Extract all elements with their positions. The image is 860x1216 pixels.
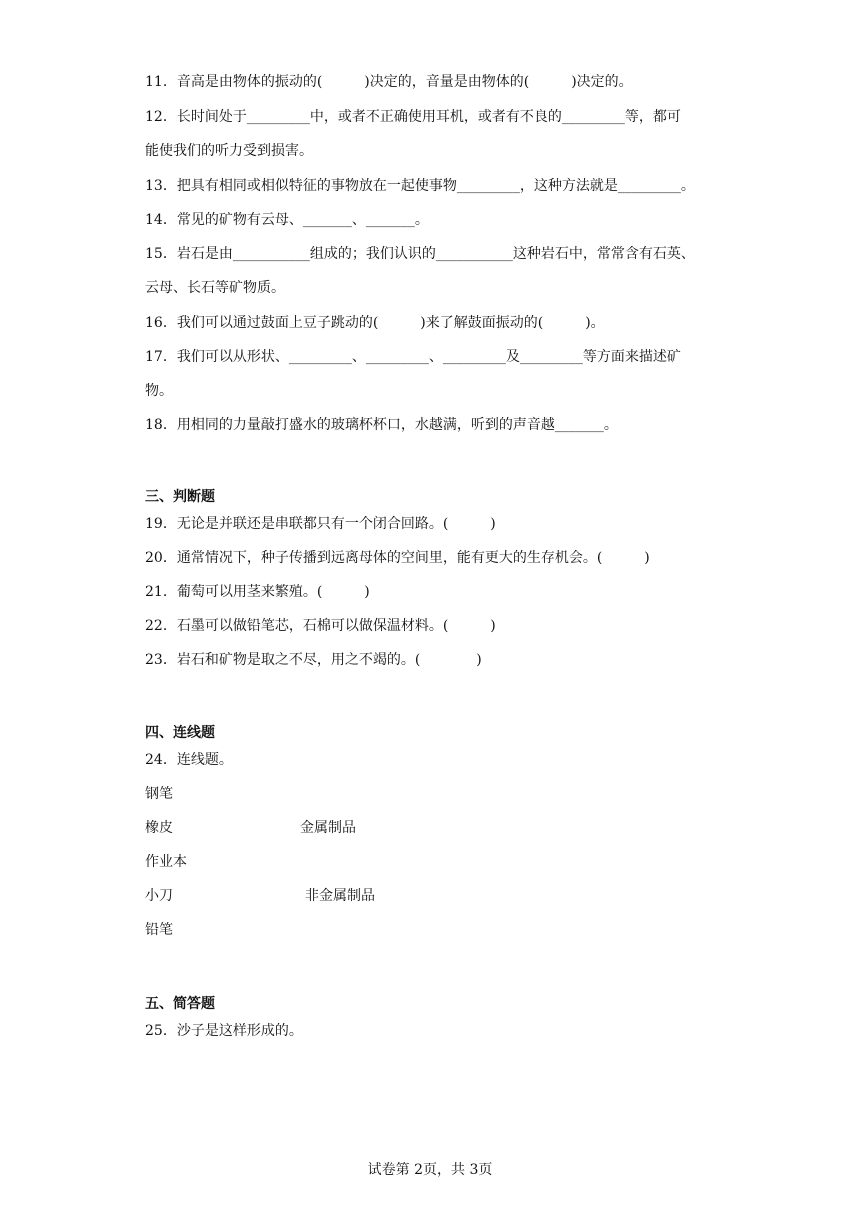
question-22: 22．石墨可以做铅笔芯，石棉可以做保温材料。( )	[145, 618, 496, 634]
question-25: 25．沙子是这样形成的。	[145, 1023, 303, 1039]
question-19: 19．无论是并联还是串联都只有一个闭合回路。( )	[145, 516, 496, 532]
question-11: 11．音高是由物体的振动的( )决定的，音量是由物体的( )决定的。	[145, 74, 633, 90]
question-13: 13．把具有相同或相似特征的事物放在一起使事物_________，这种方法就是_________。	[145, 178, 695, 194]
question-23: 23．岩石和矿物是取之不尽，用之不竭的。( )	[145, 652, 482, 668]
question-20: 20．通常情况下，种子传播到远离母体的空间里，能有更大的生存机会。( )	[145, 550, 650, 566]
question-18: 18．用相同的力量敲打盛水的玻璃杯杯口，水越满，听到的声音越_______。	[145, 417, 618, 433]
question-14: 14．常见的矿物有云母、_______、_______。	[145, 212, 429, 228]
question-17-line2: 物。	[145, 383, 173, 399]
match-right-item: 金属制品	[300, 820, 356, 836]
question-12-line1: 12．长时间处于_________中，或者不正确使用耳机，或者有不良的_________等，都可	[145, 109, 681, 125]
question-24: 24．连线题。	[145, 752, 233, 768]
question-17-line1: 17．我们可以从形状、_________、_________、_________及_________等方面来描述矿	[145, 349, 681, 365]
section-title-matching: 四、连线题	[145, 725, 215, 741]
match-left-item: 钢笔	[145, 786, 173, 802]
match-left-item: 铅笔	[145, 922, 173, 938]
question-15-line1: 15．岩石是由___________组成的；我们认识的___________这种岩石中，常常含有石英、	[145, 246, 695, 262]
page-footer: 试卷第 2页，共 3页	[367, 1162, 493, 1178]
question-12-line2: 能使我们的听力受到损害。	[145, 143, 313, 159]
question-15-line2: 云母、长石等矿物质。	[145, 280, 285, 296]
question-16: 16．我们可以通过鼓面上豆子跳动的( )来了解鼓面振动的( )。	[145, 315, 605, 331]
match-right-item: 非金属制品	[305, 888, 375, 904]
match-left-item: 小刀	[145, 888, 173, 904]
section-title-short-answer: 五、简答题	[145, 996, 215, 1012]
match-left-item: 橡皮	[145, 820, 173, 836]
question-21: 21．葡萄可以用茎来繁殖。( )	[145, 584, 370, 600]
match-left-item: 作业本	[145, 854, 187, 870]
section-title-judgement: 三、判断题	[145, 489, 215, 505]
